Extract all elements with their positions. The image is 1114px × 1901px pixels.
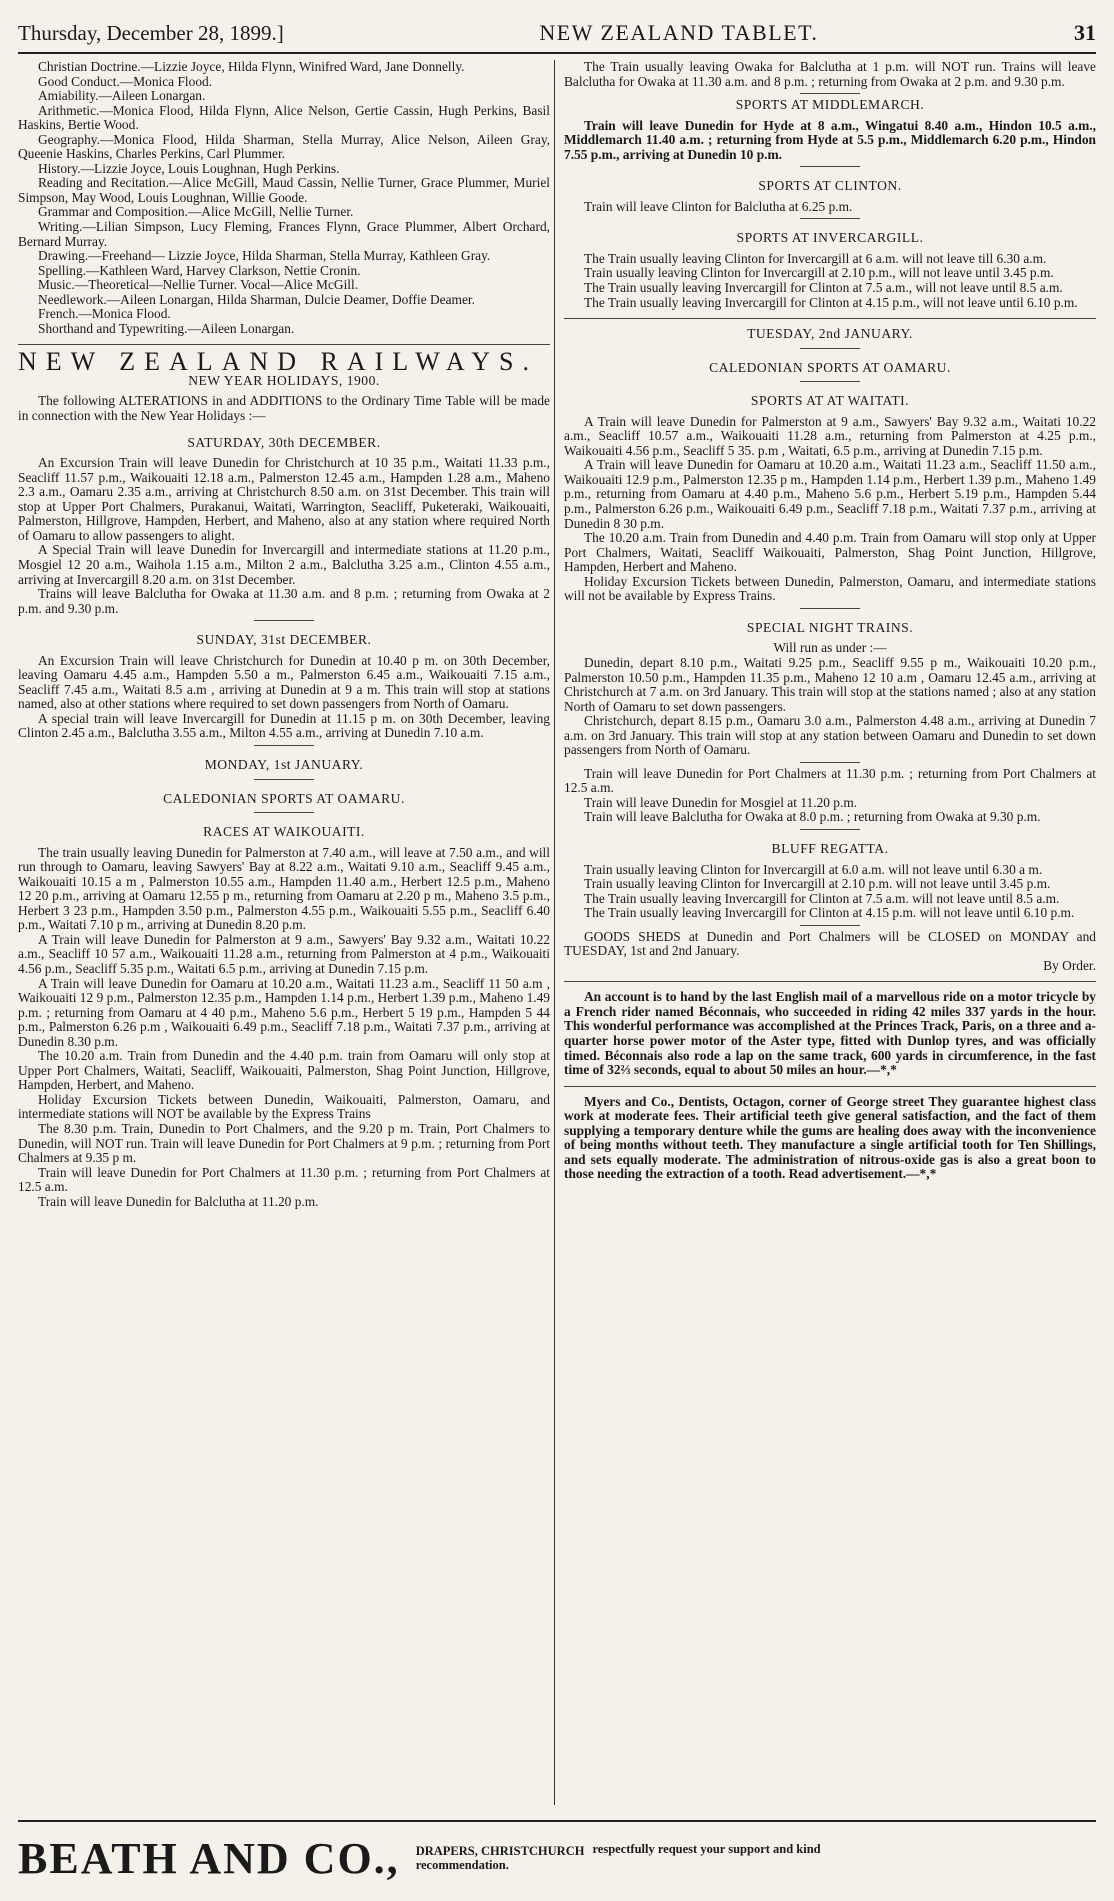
invercargill-para: The Train usually leaving Invercargill for Clinton at 4.15 p.m., will not leave until 6.10 p.m.	[584, 294, 1078, 310]
page-header	[18, 14, 1096, 46]
myers-advert: Myers and Co., Dentists, Octagon, corner of George street They guarantee highest class work at moderate fees. Their artificial teeth give general satisfaction, and the fact of them supplying a temporary denture while the gums are healing does away with the inconvenience of being months without teeth. They manufacture a single artificial tooth for Ten Shillings, and sets equally moderate. The administration of nitrous-oxide gas is also a great boon to those needing the extraction of a tooth. Read advertisement.—*,*	[564, 1093, 1096, 1182]
left-column	[18, 60, 550, 1209]
tricycle-article: An account is to hand by the last English mail of a marvellous ride on a motor tricycle by a French rider named Béconnais, who succeeded in riding 42 miles 337 yards in the hour. This wonderful performance was accomplished at the Princes Track, Paris, on a three and a-quarter horse power motor of the Aster type, fitted with Dunlop tyres, and was officially timed. Béconnais also rode a lap on the same track, 600 yards in circumference, in the fast time of 32⅔ seconds, equal to about 50 miles an hour.—*,*	[564, 989, 1096, 1078]
short-rule	[800, 166, 860, 167]
advertiser-request: respectfully request your support and kind	[592, 1842, 821, 1856]
prize-entry: Shorthand and Typewriting.—Aileen Lonargan.	[38, 320, 295, 336]
sunday-para: A special train will leave Invercargill for Dunedin at 11.15 p m. on 30th December, leaving Clinton 2.45 a.m., Balclutha 3.55 a.m., Milton 4.55 a.m., arriving at Dunedin 7.10 a.m.	[18, 710, 550, 741]
night-subheading: Will run as under :—	[773, 640, 887, 656]
clinton-heading: SPORTS AT CLINTON.	[758, 178, 902, 194]
monday-para: The 10.20 a.m. Train from Dunedin and the 4.40 p.m. train from Oamaru will only stop at Upper Port Chalmers, Waitati, Seacliff, Waikouaiti, Palmerston, Shag Point Junction, Hillgrove, Hampden, Herbert, and Maheno.	[18, 1048, 550, 1093]
bluff-para: The Train usually leaving Invercargill for Clinton at 7.5 a.m. will not leave until 8.5 a.m.	[584, 890, 1060, 906]
short-rule	[254, 779, 314, 780]
night-para: Dunedin, depart 8.10 p.m., Waitati 9.25 p.m., Seacliff 9.55 p m., Waikouaiti 10.20 p.m., Palmerston 10.50 p.m., Hampden 11.35 p.m., Maheno 12 10 a.m , Oamaru 12.45 a.m., arriving at Christchurch at 7 a.m. on 3rd January. This train will stop at the stations named ; also at any station North of Oamaru to set down passengers.	[564, 654, 1096, 714]
night-para: Christchurch, depart 8.15 p.m., Oamaru 3.0 a.m., Palmerston 4.48 a.m., arriving at Dunedin 7 a.m. on 3rd January. This train will stop at any station between Oamaru and Dunedin to set down passengers from North of Oamaru.	[564, 713, 1096, 758]
invercargill-para: Train usually leaving Clinton for Invercargill at 2.10 p.m., will not leave until 3.45 p.m.	[584, 265, 1054, 281]
prize-entry: Amiability.—Aileen Lonargan.	[38, 88, 206, 104]
waitati-heading: SPORTS AT AT WAITATI.	[750, 393, 910, 409]
short-rule	[800, 608, 860, 609]
monday-para: A Train will leave Dunedin for Oamaru at 10.20 a.m., Waitati 11.23 a.m., Seacliff 11 50 a.m , Waikouaiti 12 9 p.m., Palmerston 12.35 p.m., Hampden 1.14 p.m., Herbert 1.39 p.m., Maheno 1.49 p.m. ; returning from Oamaru at 4 40 p.m., Maheno 5.6 p.m., Herbert 5 19 p.m., Hampden 5 44 p.m., Palmerston 6.26 p.m , Waikouaiti 6.49 p.m., Seacliff 7.18 p.m., Waitati 7.37 p.m., arriving at Dunedin 8.30 p.m.	[18, 975, 550, 1049]
tuesday-para: A Train will leave Dunedin for Palmerston at 9 a.m., Sawyers' Bay 9.32 a.m., Waitati 10.22 a.m., Seacliff 10.57 a.m., Waikouaiti 11.28 a.m., returning from Palmerston at 4.25 p.m., Waikouaiti 4.56 p.m., Seacliff 5 35. p.m , Waitati, 6.5 p.m., arriving at Dunedin 7.15 p.m.	[564, 413, 1096, 458]
saturday-para: An Excursion Train will leave Dunedin for Christchurch at 10 35 p.m., Waitati 11.33 p.m., Seacliff 11.57 p.m., Waikouaiti 12.18 a.m., Palmerston 12.45 a.m., Hampden 1.28 a.m., Maheno 2.3 a.m., Oamaru 2.35 a.m., arriving at Christchurch 8.50 a.m. on 31st December. This train will stop at Upper Port Chalmers, Purakanui, Waitati, Warrington, Seacliff, Puketeraki, Waikouaiti, Palmerston, Hillgrove, Hampden, Herbert, and Maheno, also at any station where required North of Oamaru to allow passengers to alight.	[18, 455, 550, 543]
misc-para: Train will leave Dunedin for Port Chalmers at 11.30 p.m. ; returning from Port Chalmers at 12.5 a.m.	[564, 765, 1096, 796]
prize-entry: Needlework.—Aileen Lonargan, Hilda Sharman, Dulcie Deamer, Doffie Deamer.	[38, 291, 475, 307]
saturday-heading: SATURDAY, 30th DECEMBER.	[187, 434, 381, 450]
prize-entry: Grammar and Composition.—Alice McGill, Nellie Turner.	[38, 204, 354, 220]
prize-list	[18, 60, 550, 336]
short-rule	[800, 348, 860, 349]
goods-notice: GOODS SHEDS at Dunedin and Port Chalmers will be CLOSED on MONDAY and TUESDAY, 1st and 2nd January.	[564, 928, 1096, 959]
races-heading: RACES AT WAIKOUAITI.	[203, 824, 365, 840]
column-divider	[554, 60, 555, 1805]
misc-para: Train will leave Dunedin for Mosgiel at 11.20 p.m.	[584, 794, 858, 810]
prize-entry: Writing.—Lilian Simpson, Lucy Fleming, Frances Flynn, Grace Plummer, Albert Orchard, Bernard Murray.	[18, 219, 550, 249]
tuesday-heading: TUESDAY, 2nd JANUARY.	[747, 326, 913, 342]
short-rule	[800, 925, 860, 926]
bluff-para: Train usually leaving Clinton for Invercargill at 6.0 a.m. will not leave until 6.30 a m.	[584, 861, 1043, 877]
prize-entry: Arithmetic.—Monica Flood, Hilda Flynn, Alice Nelson, Gertie Cassin, Hugh Perkins, Basil Haskins, Bertie Wood.	[18, 102, 550, 133]
tuesday-para: A Train will leave Dunedin for Oamaru at 10.20 a.m., Waitati 11.23 a.m., Seacliff 11.50 a.m., Waikouaiti 12.9 p.m., Palmerston 12.35 p m., Hampden 1.14 p.m., Herbert 1.39 p.m., Maheno 1.49 p.m., returning from Oamaru at 4.40 p.m., Maheno 5.6 p.m., Herbert 5.19 p.m., Hampden 5.44 p.m., Palmerston 6.26 p.m., Waikouaiti 6.49 p.m., Seacliff 7.18 p.m., Waitati 7.37 p.m., arriving at Dunedin 8 30 p.m.	[564, 457, 1096, 531]
saturday-para: A Special Train will leave Dunedin for Invercargill and intermediate stations at 11.20 p.m., Mosgiel 12 20 a.m., Waihola 1.15 a.m., Milton 2 a.m., Balclutha 3.25 a.m., Clinton 4.55 a.m., arriving at Invercargill 8.20 a.m. on 31st December.	[18, 542, 550, 587]
issue-date: Thursday, December 28, 1899.]	[18, 21, 284, 45]
by-order: By Order.	[1043, 957, 1096, 973]
short-rule	[800, 218, 860, 219]
section-rule	[18, 344, 550, 345]
monday-para: A Train will leave Dunedin for Palmerston at 9 a.m., Sawyers' Bay 9.32 a.m., Waitati 10.22 a.m., Seacliff 10 57 a.m., Waikouaiti 11.28 a.m., returning from Palmerston at 4 p.m., Waikouaiti 4.56 p.m., Seacliff 5.35 p.m., Waitati 6.5 p.m., arriving at Dunedin 7.15 p.m.	[18, 931, 550, 976]
footer-advert	[18, 1828, 1096, 1888]
middlemarch-para: Train will leave Dunedin for Hyde at 8 a.m., Wingatui 8.40 a.m., Hindon 10.5 a.m., Middlemarch 11.40 a.m. ; returning from Hyde at 5.5 p.m., Middlemarch 6.20 p.m., Hindon 7.55 p.m., arriving at Dunedin 10 p.m.	[564, 117, 1096, 162]
section-rule	[564, 1086, 1096, 1087]
masthead-title: NEW ZEALAND TABLET.	[539, 20, 819, 45]
advertiser-line2: recommendation.	[415, 1858, 509, 1872]
bluff-heading: BLUFF REGATTA.	[771, 840, 889, 856]
header-rule	[18, 52, 1096, 54]
advertiser-trade	[416, 1844, 585, 1872]
intro-text: The following ALTERATIONS in and ADDITIONS to the Ordinary Time Table will be made in connection with the New Year Holidays :—	[18, 393, 550, 424]
sunday-para: An Excursion Train will leave Christchurch for Dunedin at 10.40 p m. on 30th December, leaving Oamaru 4.45 a.m., Hampden 5.50 a m., Palmerston 6.45 a.m., Waikouaiti 7.15 a.m., Seacliff 7.45 a.m., Waitati 8.5 a.m , arriving at Dunedin at 9 a m. This train will stop at stations named, also at other stations where required to set down passengers from North of Oamaru.	[18, 652, 550, 712]
monday-para: Train will leave Dunedin for Balclutha at 11.20 p.m.	[38, 1193, 319, 1209]
right-column	[564, 60, 1096, 1182]
caledonian-heading-2: CALEDONIAN SPORTS AT OAMARU.	[709, 359, 951, 375]
page-number: 31	[1073, 20, 1096, 45]
prize-entry: Good Conduct.—Monica Flood.	[38, 73, 213, 89]
saturday-para: Trains will leave Balclutha for Owaka at 11.30 a.m. and 8 p.m. ; returning from Owaka at 2 p.m. and 9.30 p.m.	[18, 586, 550, 616]
short-rule	[254, 745, 314, 746]
prize-entry: Music.—Theoretical—Nellie Turner. Vocal—Alice McGill.	[38, 277, 359, 293]
monday-para: The 8.30 p.m. Train, Dunedin to Port Chalmers, and the 9.20 p m. Train, Port Chalmers to Dunedin, will NOT run. Train will leave Dunedin for Port Chalmers at 9 p.m. ; returning from Port Chalmers at 9.35 p m.	[18, 1121, 550, 1166]
owaka-para: The Train usually leaving Owaka for Balclutha at 1 p.m. will NOT run. Trains will leave Balclutha for Owaka at 11.30 a.m. and 8 p.m. ; returning from Owaka at 2 p.m. and 9.30 p.m.	[564, 59, 1096, 89]
prize-entry: History.—Lizzie Joyce, Louis Loughnan, Hugh Perkins.	[38, 160, 340, 176]
short-rule	[254, 812, 314, 813]
bluff-para: Train usually leaving Clinton for Invercargill at 2.10 p.m. will not leave until 3.45 p.m.	[584, 876, 1051, 892]
middlemarch-heading: SPORTS AT MIDDLEMARCH.	[735, 97, 925, 113]
clinton-para: Train will leave Clinton for Balclutha at 6.25 p.m.	[584, 198, 853, 214]
short-rule	[800, 93, 860, 94]
invercargill-para: The Train usually leaving Invercargill for Clinton at 7.5 a.m., will not leave until 8.5 a.m.	[584, 280, 1063, 296]
section-rule	[564, 981, 1096, 982]
railways-title: NEW ZEALAND RAILWAYS.	[18, 347, 538, 377]
invercargill-heading: SPORTS AT INVERCARGILL.	[736, 230, 924, 246]
misc-para: Train will leave Balclutha for Owaka at 8.0 p.m. ; returning from Owaka at 9.30 p.m.	[584, 809, 1041, 825]
tuesday-para: Holiday Excursion Tickets between Dunedin, Palmerston, Oamaru, and intermediate stations will not be available by Express Trains.	[564, 573, 1096, 604]
short-rule	[254, 620, 314, 621]
prize-entry: Reading and Recitation.—Alice McGill, Maud Cassin, Nellie Turner, Grace Plummer, Muriel Simpson, May Wood, Louis Loughnan, Willie Goode.	[18, 175, 550, 205]
footer-rule	[18, 1820, 1096, 1822]
prize-entry: Christian Doctrine.—Lizzie Joyce, Hilda Flynn, Winifred Ward, Jane Donnelly.	[38, 59, 465, 74]
short-rule	[800, 762, 860, 763]
short-rule	[800, 381, 860, 382]
advertiser-line1: DRAPERS, CHRISTCHURCH	[415, 1844, 585, 1858]
monday-heading: MONDAY, 1st JANUARY.	[204, 756, 364, 772]
caledonian-heading: CALEDONIAN SPORTS AT OAMARU.	[163, 790, 405, 806]
holidays-heading: NEW YEAR HOLIDAYS, 1900.	[188, 372, 380, 388]
bluff-para: The Train usually leaving Invercargill for Clinton at 4.15 p.m. will not leave until 6.10 p.m.	[584, 905, 1075, 921]
advertiser-name: BEATH AND CO.,	[18, 1833, 400, 1883]
night-heading: SPECIAL NIGHT TRAINS.	[746, 619, 914, 635]
sunday-heading: SUNDAY, 31st DECEMBER.	[196, 632, 372, 648]
prize-entry: Geography.—Monica Flood, Hilda Sharman, Stella Murray, Alice Nelson, Aileen Gray, Queenie Haskins, Charles Perkins, Carl Plummer.	[18, 131, 550, 162]
prize-entry: Spelling.—Kathleen Ward, Harvey Clarkson, Nettie Cronin.	[38, 262, 361, 278]
section-rule	[564, 318, 1096, 319]
tuesday-para: The 10.20 a.m. Train from Dunedin and 4.40 p.m. Train from Oamaru will stop only at Upper Port Chalmers, Waitati, Seacliff Waikouaiti, Palmerston, Shag Point Junction, Hillgrove, Hampden, Herbert and Maheno.	[564, 530, 1096, 575]
monday-para: The train usually leaving Dunedin for Palmerston at 7.40 a.m., will leave at 7.50 a.m., and will run through to Oamaru, leaving Sawyers' Bay at 8.22 a.m., Waitati 9.10 a.m., Seacliff 9.45 a.m., Waikouaiti 10.15 a m , Palmerston 10.55 a.m., Hampden 11.40 a.m., Herbert 12.5 p.m., Maheno 12 20 p.m., arriving at Oamaru 12.55 p m., returning from Oamaru at 2.20 p m., Maheno 3.5 p.m., Herbert 3 23 p.m., Hampden 3.50 p.m., Palmerston 4.55 p.m., Waikouaiti 5.55 p.m., Seacliff 6.40 p.m., Waitati 7.10 p m., arriving at Dunedin 8.20 p.m.	[18, 844, 550, 933]
prize-entry: French.—Monica Flood.	[38, 306, 171, 322]
prize-entry: Drawing.—Freehand— Lizzie Joyce, Hilda Sharman, Stella Murray, Kathleen Gray.	[38, 248, 491, 264]
monday-para: Train will leave Dunedin for Port Chalmers at 11.30 p.m. ; returning from Port Chalmers at 12.5 a.m.	[18, 1164, 550, 1195]
short-rule	[800, 829, 860, 830]
invercargill-para: The Train usually leaving Clinton for Invercargill at 6 a.m. will not leave till 6.30 a.m.	[584, 250, 1047, 266]
monday-para: Holiday Excursion Tickets between Dunedin, Waikouaiti, Palmerston, Oamaru, and intermediate stations will NOT be available by the Express Trains	[18, 1091, 550, 1122]
